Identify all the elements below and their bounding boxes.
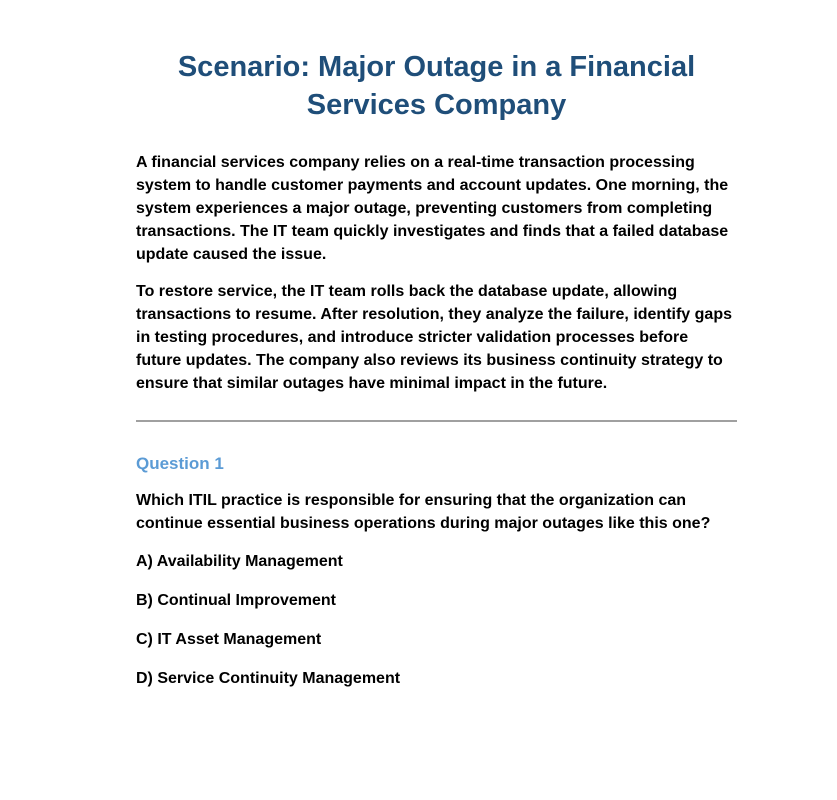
answer-option-c: C) IT Asset Management xyxy=(136,631,322,648)
answer-option-a: A) Availability Management xyxy=(136,553,343,570)
scenario-paragraph-2: To restore service, the IT team rolls back the database update, allowing transactions to resume. After resolution, they analyze the failure, identify gaps in testing procedures, and introduce stricter validation processes before future updates. The company also reviews its business continuity strategy to ensure that similar outages have minimal impact in the future. xyxy=(136,283,732,392)
question-heading: Question 1 xyxy=(136,454,224,473)
answer-option-d: D) Service Continuity Management xyxy=(136,670,401,687)
answer-option-b: B) Continual Improvement xyxy=(136,592,337,609)
section-divider xyxy=(136,420,737,422)
page-title: Scenario: Major Outage in a Financial Services Company xyxy=(177,51,696,121)
scenario-paragraph-1: A financial services company relies on a real-time transaction processing system to handle customer payments and account updates. One morning, the system experiences a major outage, preventing customers from completing transactions. The IT team quickly investigates and finds that a failed database update caused the issue. xyxy=(136,154,729,263)
document-page xyxy=(136,48,737,690)
question-text: Which ITIL practice is responsible for ensuring that the organization can continue essential business operations during major outages like this one? xyxy=(136,492,711,532)
